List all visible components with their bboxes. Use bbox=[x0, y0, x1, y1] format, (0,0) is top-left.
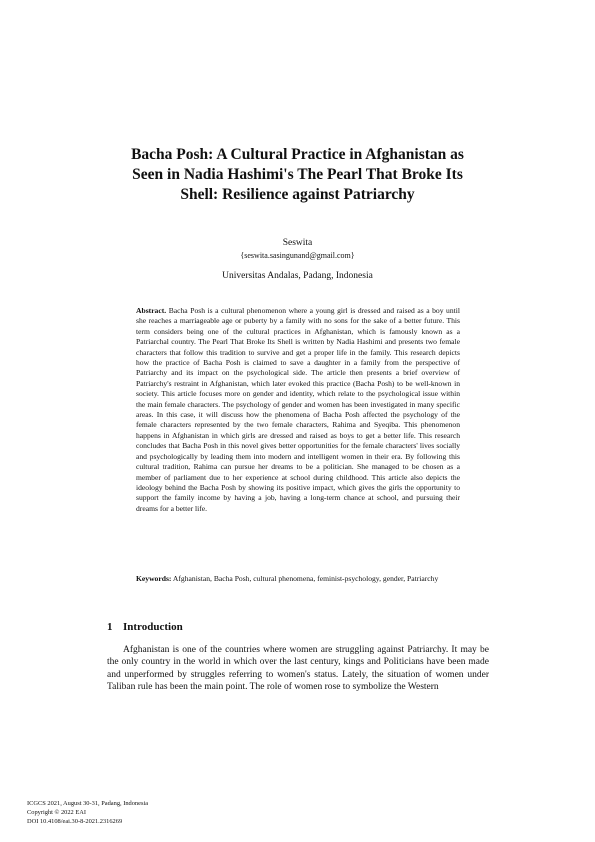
abstract-label: Abstract. bbox=[136, 306, 167, 315]
section-title: Introduction bbox=[123, 621, 183, 633]
affiliation: Universitas Andalas, Padang, Indonesia bbox=[222, 271, 373, 281]
abstract-text: Bacha Posh is a cultural phenomenon where a young girl is dressed and raised as a boy until she reaches a marriageable age or puberty by a family with no sons for the sake of a better future. This term considers being one of the cultural practices in Afghanistan, which is famously known as a Patriarchal country. The Pearl That Broke Its Shell is written by Nadia Hashimi and presents two female characters that follow this tradition to survive and get a proper life in the family. This research depicts how the practice of Bacha Posh is claimed to save a daughter in a family from the perspective of Patriarchy and its impact on the psychological side. The article then presents a brief overview of Patriarchy's restraint in Afghanistan, which later evoked this practice (Bacha Posh) to be well-known in society. This article focuses more on gender and identity, which relate to the psychological issue within the main female characters. The psychology of gender and women has been investigated in many specific areas. In this case, it will discuss how the phenomena of Bacha Posh affected the psychology of the female characters represented by the two female characters, Rahima and Syeqiba. This phenomenon happens in Afghanistan in which girls are dressed and raised as boys to get a better life. This research concludes that Bacha Posh in this novel gives better opportunities for the female characters' lives socially and psychologically by leading them into modern and intelligent women in their era. By following this cultural tradition, Rahima can pursue her dreams to be a politician. She managed to be chosen as a member of parliament due to her experience at school during childhood. This article also depicts the ideology behind the Bacha Posh by showing its positive impact, which gives the girls the opportunity to support the family income by having a job, having a long-term chance at school, and pursuing their dreams for a better life. bbox=[136, 306, 460, 513]
author-email[interactable]: {seswita.sasingunand@gmail.com} bbox=[240, 251, 355, 260]
section-heading bbox=[107, 620, 183, 634]
title-line: Seen in Nadia Hashimi's The Pearl That Broke Its bbox=[132, 166, 463, 183]
footer-conference: ICGCS 2021, August 30-31, Padang, Indonesia bbox=[27, 800, 149, 807]
keywords bbox=[136, 574, 460, 584]
intro-paragraph: Afghanistan is one of the countries where women are struggling against Patriarchy. It may be the only country in the world in which over the last century, kings and Politicians have been made and unperformed by struggles referring to women's status. Lately, the situation of women under Taliban rule has been the main point. The role of women rose to symbolize the Western bbox=[107, 645, 489, 692]
title-line: Shell: Resilience against Patriarchy bbox=[180, 186, 415, 203]
title-line: Bacha Posh: A Cultural Practice in Afghanistan as bbox=[131, 146, 464, 163]
page-footer bbox=[27, 799, 148, 826]
keywords-label: Keywords: bbox=[136, 574, 172, 583]
section-number: 1 bbox=[107, 621, 113, 633]
paper-title bbox=[100, 145, 495, 205]
footer-doi[interactable]: DOI 10.4108/eai.30-8-2021.2316269 bbox=[27, 818, 123, 825]
author-name: Seswita bbox=[282, 238, 313, 248]
abstract bbox=[136, 306, 460, 514]
keywords-text: Afghanistan, Bacha Posh, cultural phenomena, feminist-psychology, gender, Patriarchy bbox=[172, 574, 439, 583]
footer-copyright: Copyright © 2022 EAI bbox=[27, 809, 86, 816]
